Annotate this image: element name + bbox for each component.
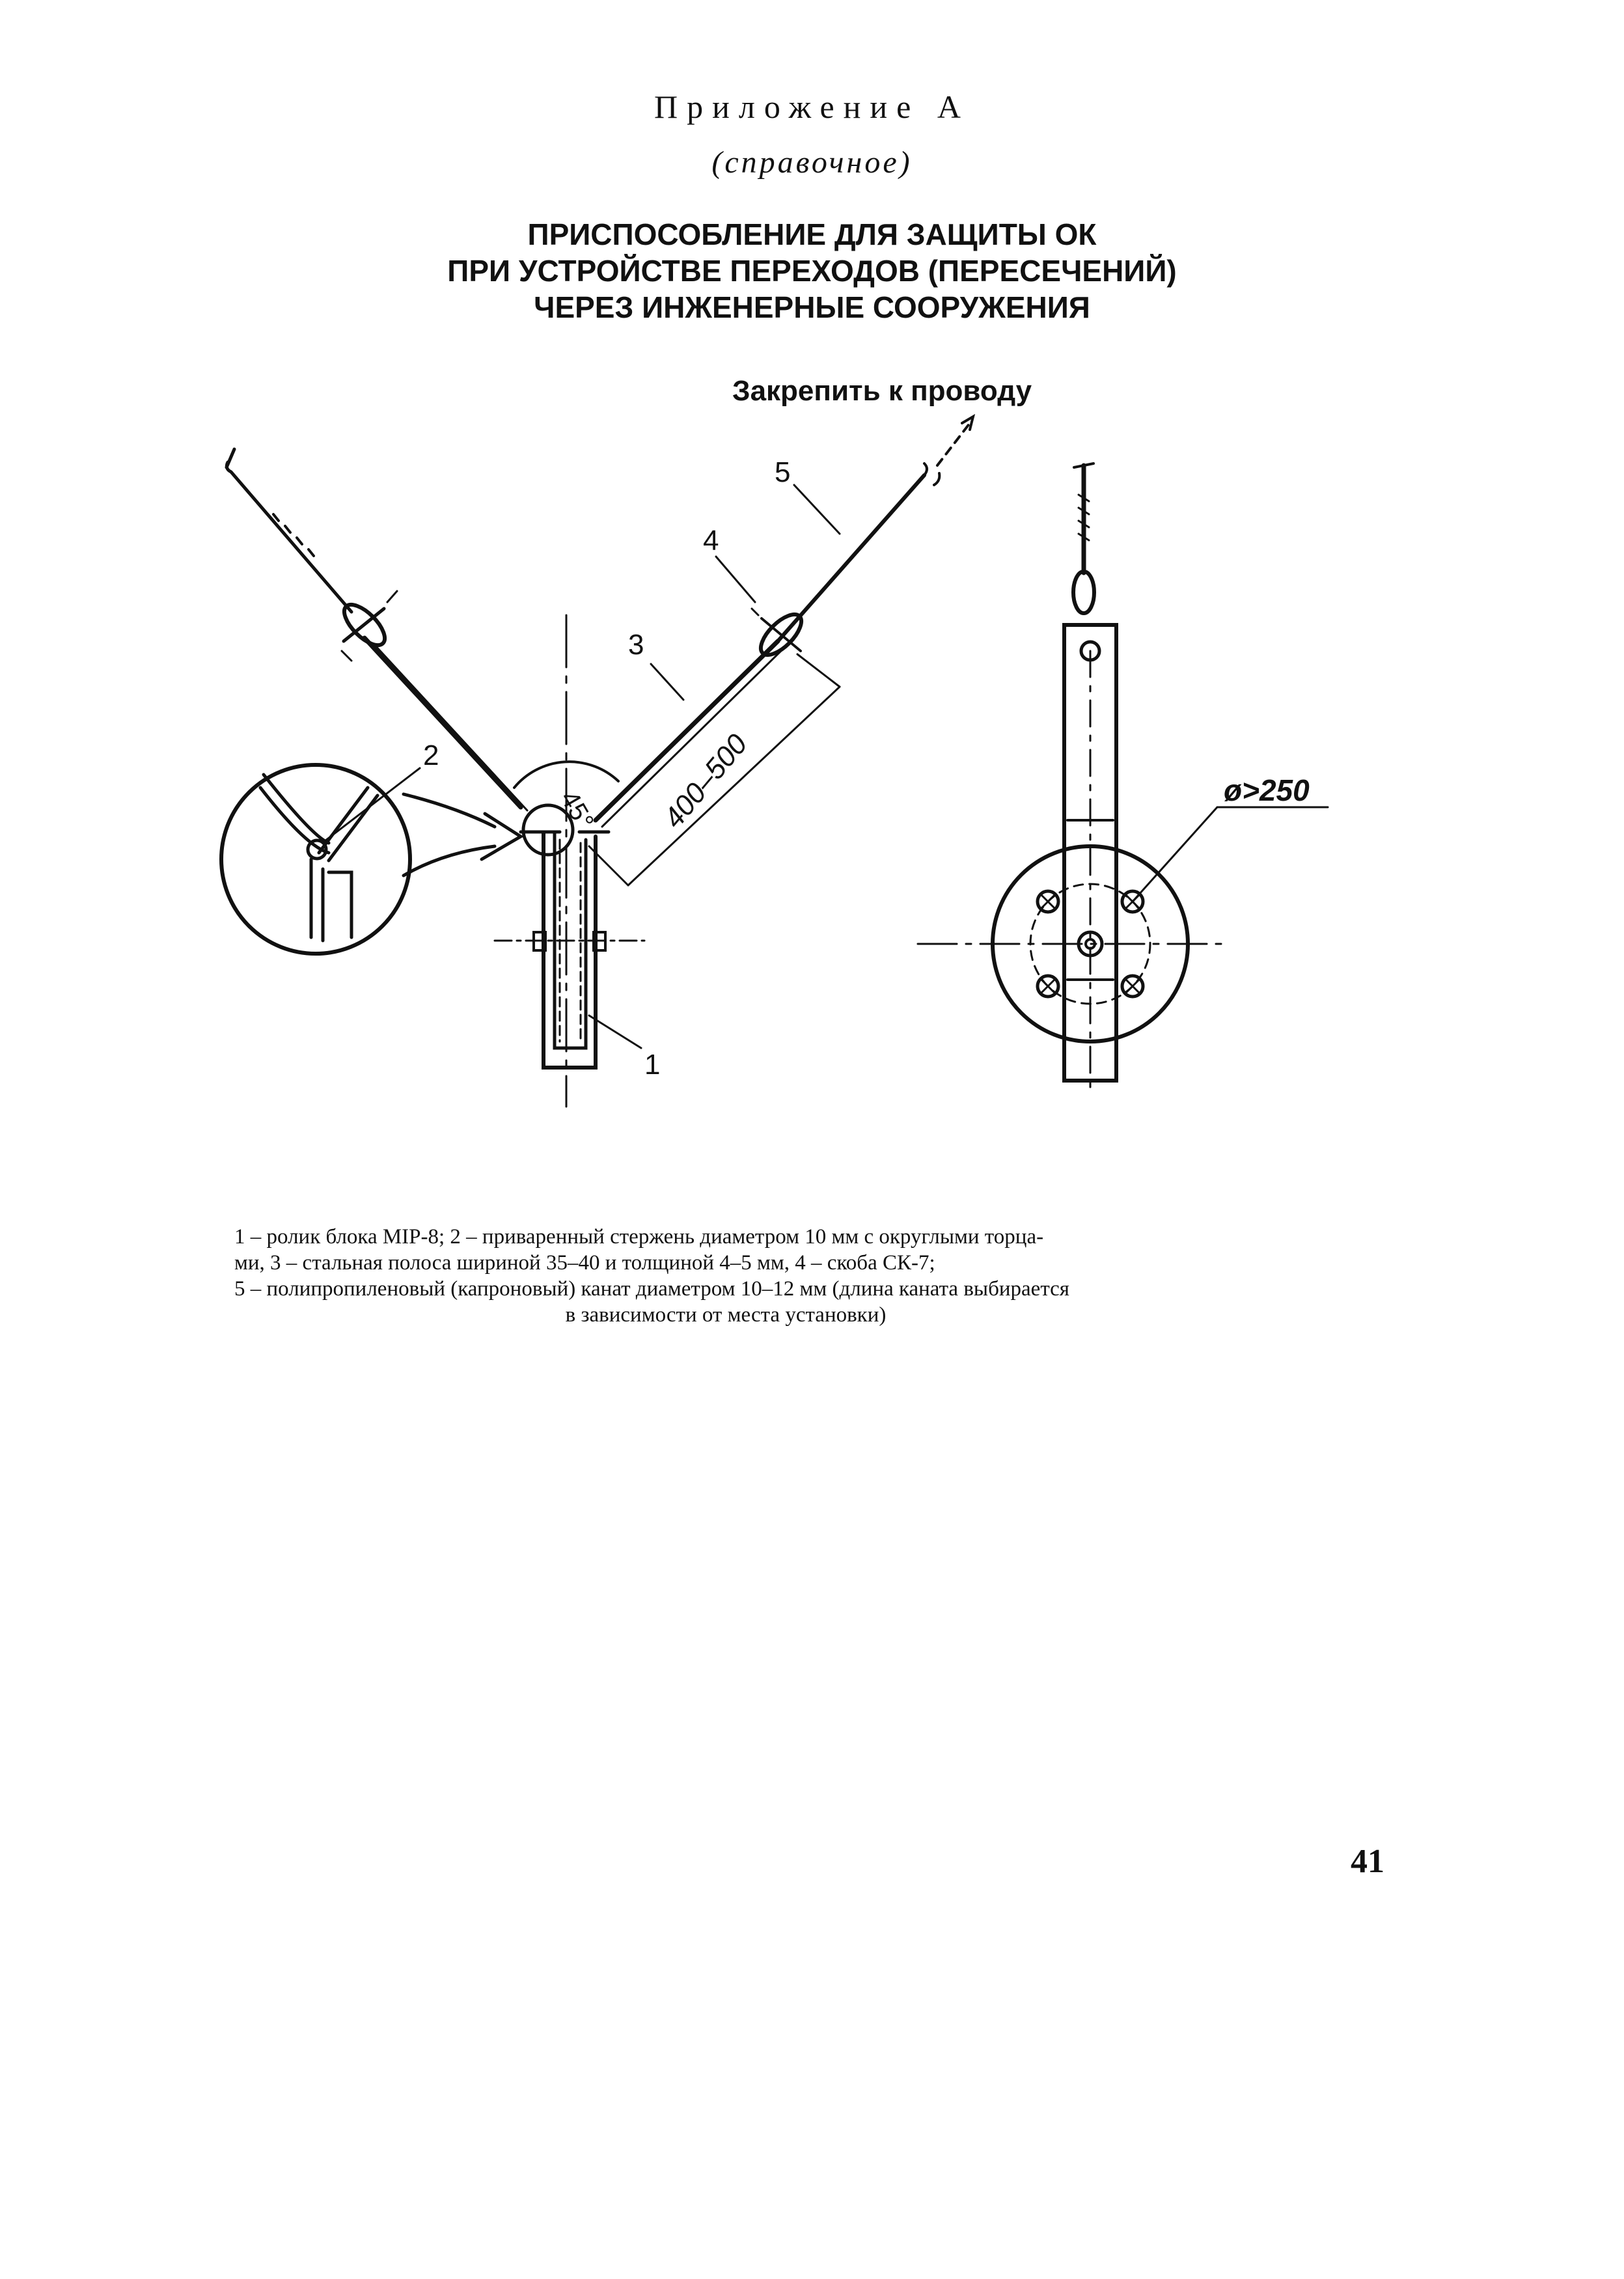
label-1: 1	[644, 1049, 661, 1081]
diameter-leader	[1133, 807, 1328, 902]
left-rope	[227, 462, 351, 612]
title-line-2: ПРИ УСТРОЙСТВЕ ПЕРЕХОДОВ (ПЕРЕСЕЧЕНИЙ)	[447, 254, 1177, 288]
length-dim-label: 400–500	[657, 728, 754, 835]
caption-line-1: 1 – ролик блока МIР-8; 2 – приваренный стержень диаметром 10 мм с округлыми торца-	[234, 1225, 1044, 1249]
appendix-subtitle: (справочное)	[711, 145, 913, 180]
caption-line-2: ми, 3 – стальная полоса шириной 35–40 и толщиной 4–5 мм, 4 – скоба СК-7;	[234, 1251, 935, 1275]
left-strip	[365, 638, 521, 807]
side-shackle	[1073, 572, 1094, 613]
label-2: 2	[423, 739, 439, 771]
angle-label: 45°	[555, 786, 599, 835]
figure-caption	[234, 1224, 1315, 1328]
roller-body	[544, 833, 596, 1068]
length-dim-line	[797, 654, 840, 687]
attach-note: Закрепить к проводу	[732, 375, 1032, 407]
left-rope-twist	[273, 514, 314, 556]
caption-line-3: 5 – полипропиленовый (капроновый) канат диаметром 10–12 мм (длина каната выбирается	[234, 1277, 1069, 1301]
title-line-3: ЧЕРЕЗ ИНЖЕНЕРНЫЕ СООРУЖЕНИЯ	[534, 290, 1090, 324]
appendix-heading: Приложение А	[654, 89, 970, 125]
detail-arrow	[404, 794, 495, 827]
label-3: 3	[628, 629, 644, 661]
caption-line-4: в зависимости от места установки)	[565, 1303, 887, 1327]
diameter-label: ø>250	[1224, 773, 1310, 807]
label-4: 4	[703, 525, 719, 557]
title-line-1: ПРИСПОСОБЛЕНИЕ ДЛЯ ЗАЩИТЫ ОК	[527, 217, 1097, 251]
page-number: 41	[1351, 1843, 1384, 1880]
label-5: 5	[775, 456, 791, 488]
attach-arrow	[937, 423, 970, 465]
